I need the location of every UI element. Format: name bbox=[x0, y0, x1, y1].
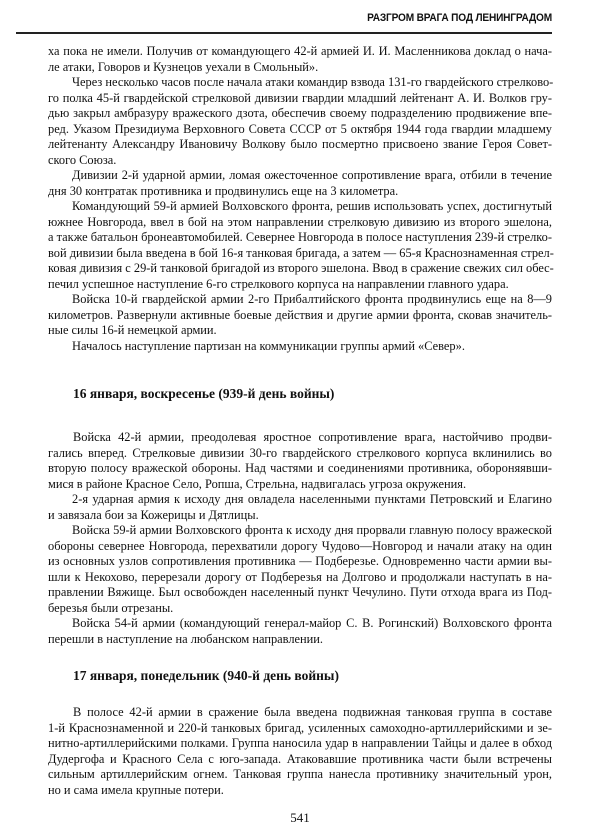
text-line: вторую полосу вражеской обороны. Над частями и соединениями противника, обороняявши- bbox=[48, 461, 552, 475]
text-line: километров. Развернули активные боевые действия и другие армии фронта, сковав значитель- bbox=[48, 307, 552, 322]
text-line: ского Союза. bbox=[48, 152, 117, 167]
text-line: мися в районе Красное Село, Ропша, Стрельна, надвигалась угроза окружения. bbox=[48, 476, 467, 491]
text-line: вой дивизии была введена в бой 16-я танковая бригада, а затем — 65-я Краснознаменная стрел- bbox=[48, 245, 554, 260]
text-line: дня 30 контратак противника и продвинулись еще на 3 километра. bbox=[48, 183, 399, 198]
text-line: Дивизии 2-й ударной армии, ломая ожесточенное сопротивление врага, отбили в течение bbox=[72, 168, 552, 182]
text-line: перешли в наступление на любанском направлении. bbox=[48, 631, 324, 646]
text-line: гались вперед. Стрелковые дивизии 30-го гвардейского стрелкового корпуса вклинились во bbox=[48, 445, 552, 460]
paragraph bbox=[48, 492, 552, 523]
text-line: нитно-артиллерийскими полками. Группа наносила удар в направлении Тайцы и далее в обход bbox=[48, 736, 552, 750]
text-line: березья были отрезаны. bbox=[48, 600, 174, 615]
text-line: и завязала бои за Кожерицы и Дятлицы. bbox=[48, 507, 259, 522]
text-line: Через несколько часов после начала атаки командир взвода 131-го гвардейского стрелково- bbox=[72, 75, 554, 89]
text-line: Командующий 59-й армией Волховского фронта, решив использовать успех, достигнутый bbox=[72, 199, 552, 213]
paragraph bbox=[48, 339, 552, 355]
paragraph bbox=[48, 44, 552, 75]
text-line: правлении Вяжище. Был освобожден населенный пункт Чечулино. Пути отхода врага из Под- bbox=[48, 585, 552, 599]
text-line: обороны севернее Новгорода, перехватили дорогу Чудово—Новгород и начали атаку на один bbox=[48, 538, 552, 553]
text-line: 2-я ударная армия к исходу дня овладела населенными пунктами Петровский и Елагино bbox=[72, 492, 552, 506]
text-line: печил успешное наступление 6-го стрелкового корпуса на направлении главного удара. bbox=[48, 276, 509, 291]
section-heading-17-january: 17 января, понедельник (940-й день войны) bbox=[73, 668, 339, 683]
paragraph bbox=[48, 705, 552, 798]
text-line: Войска 54-й армии (командующий генерал-майор С. В. Рогинский) Волховского фронта bbox=[72, 616, 552, 630]
paragraph bbox=[48, 430, 552, 492]
text-line: ха пока не имели. Получив от командующего 42-й армией И. И. Масленникова доклад о нача- bbox=[48, 44, 552, 58]
text-line: ле атаки, Говоров и Кузнецов уехали в Смольный». bbox=[48, 59, 319, 74]
header-rule bbox=[16, 32, 552, 34]
text-line: шли к Некохово, перерезали дорогу от Подберезья на Долгово и продолжали наступать в на- bbox=[48, 569, 552, 584]
text-line: а также батальон бронеавтомобилей. Севернее Новгорода в полосе наступления 239-й стрелко- bbox=[48, 230, 552, 244]
text-line: го полка 45-й гвардейской стрелковой дивизии гвардии младший лейтенант А. И. Волков гру- bbox=[48, 90, 552, 105]
section-2-body bbox=[48, 430, 552, 647]
text-line: дью закрыл амбразуру вражеского дзота, обеспечив своему подразделению продвижение впе- bbox=[48, 106, 552, 120]
text-line: но и сама имела крупные потери. bbox=[48, 782, 224, 797]
text-line: 1-й Краснознаменной и 220-й танковых бригад, усиленных самоходно-артиллерийскими и зе- bbox=[48, 720, 552, 735]
running-head: РАЗГРОМ ВРАГА ПОД ЛЕНИНГРАДОМ bbox=[367, 12, 552, 24]
text-line: ковая дивизия с 29-й танковой бригадой из второго эшелона. Ввод в сражение свежих сил обес- bbox=[48, 261, 554, 275]
text-line: В полосе 42-й армии в сражение была введена подвижная танковая группа в составе bbox=[73, 705, 552, 719]
text-line: Войска 59-й армии Волховского фронта к исходу дня прорвали главную полосу вражеской bbox=[72, 523, 552, 537]
text-line: Войска 42-й армии, преодолевая яростное сопротивление врага, настойчиво продви- bbox=[73, 430, 552, 444]
text-line: из основных узлов сопротивления противника — Подберезье. Одновременно части армии вы- bbox=[48, 554, 552, 568]
text-line: ред. Указом Президиума Верховного Совета СССР от 5 октября 1944 года гвардии младшему bbox=[48, 121, 552, 136]
text-line: ные силы 16-й немецкой армии. bbox=[48, 323, 217, 337]
paragraph bbox=[48, 168, 552, 199]
paragraph bbox=[48, 292, 552, 339]
paragraph bbox=[48, 523, 552, 616]
page-number: 541 bbox=[290, 810, 310, 825]
section-3-body bbox=[48, 705, 552, 798]
text-line: Дудергофа и Красного Села с юго-запада. Атаковавшие противника части были встречены bbox=[48, 751, 552, 766]
text-line: Войска 10-й гвардейской армии 2-го Прибалтийского фронта продвинулись еще на 8—9 bbox=[72, 292, 552, 306]
text-line: Началось наступление партизан на коммуникации группы армий «Север». bbox=[72, 338, 465, 353]
paragraph bbox=[48, 199, 552, 292]
text-line: южнее Новгорода, ввел в бой на этом направлении стрелковую дивизию из второго эшелона, bbox=[48, 214, 552, 229]
section-heading-16-january: 16 января, воскресенье (939-й день войны) bbox=[73, 386, 335, 401]
paragraph bbox=[48, 75, 552, 168]
text-line: сильным артиллерийским огнем. Танковая группа нанесла противнику значительный урон, bbox=[48, 767, 552, 781]
paragraph bbox=[48, 616, 552, 647]
section-1-body bbox=[48, 44, 552, 354]
text-line: лейтенанту Александру Ивановичу Волкову было посмертно присвоено звание Героя Совет- bbox=[48, 137, 552, 151]
